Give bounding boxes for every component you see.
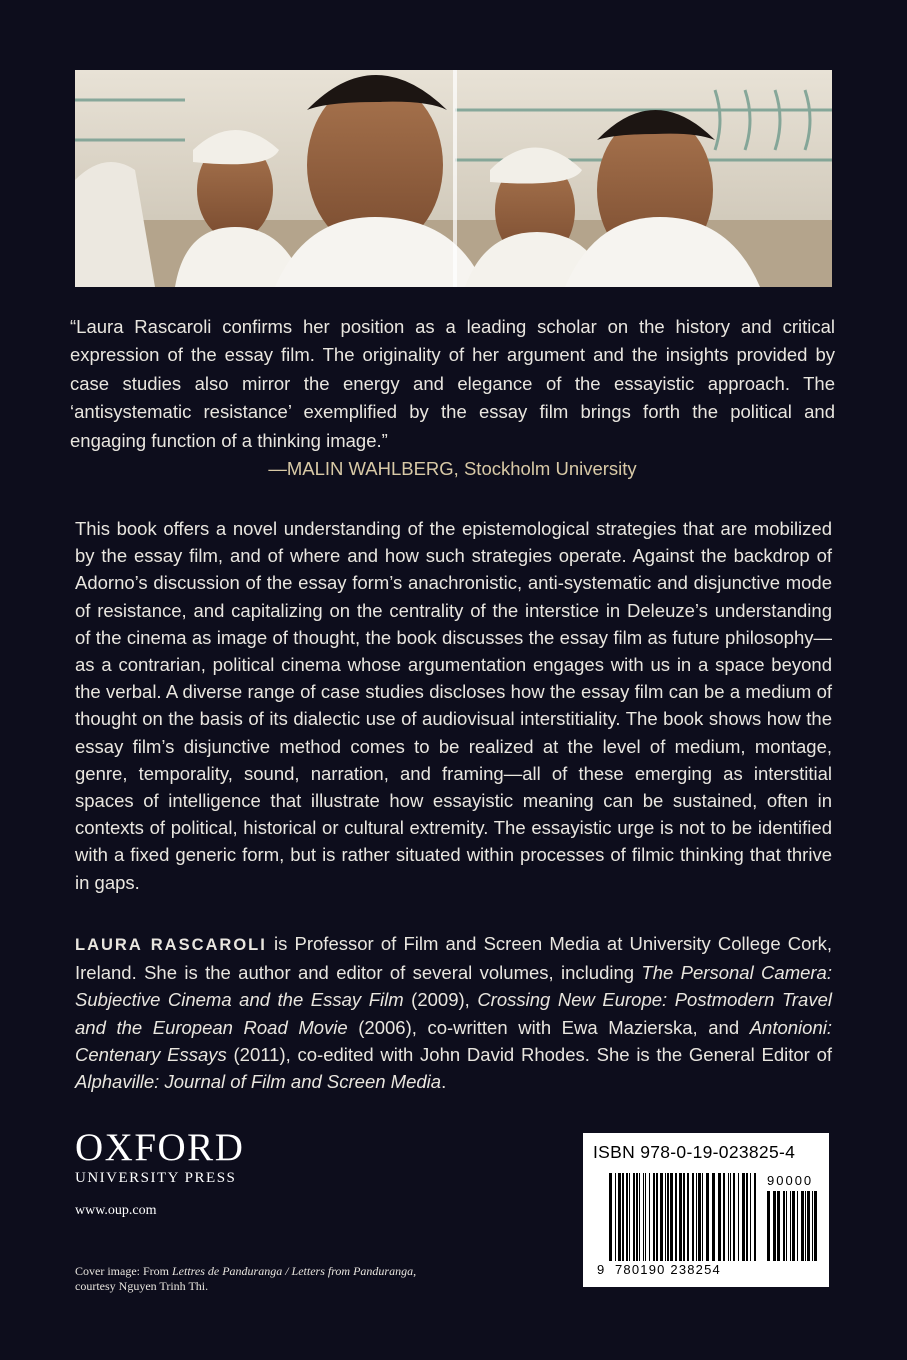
ean-first-digit: 9	[597, 1262, 605, 1277]
barcode-bar	[814, 1191, 817, 1261]
author-name: LAURA RASCAROLI	[75, 936, 267, 954]
barcode-bar	[773, 1191, 776, 1261]
barcode-bar	[687, 1173, 689, 1261]
barcode-bar	[633, 1173, 635, 1261]
barcode-bar	[754, 1173, 756, 1261]
publisher-url[interactable]: www.oup.com	[75, 1203, 157, 1218]
credit-title: Lettres de Panduranga / Letters from Panduranga	[171, 1264, 414, 1278]
bio-text-2: (2009),	[403, 989, 478, 1011]
bio-book-3: Antonioni: Centenary Essays	[75, 1016, 832, 1065]
barcode-bar	[692, 1173, 694, 1261]
barcode-bar	[718, 1173, 721, 1261]
barcode-bar	[777, 1191, 780, 1261]
barcode-bar	[665, 1173, 666, 1261]
barcode-bar	[706, 1173, 709, 1261]
barcode-bar	[698, 1173, 701, 1261]
barcode-bar	[615, 1173, 616, 1261]
publisher-brand: OXFORD	[75, 1126, 245, 1169]
barcode-bar	[670, 1173, 673, 1261]
addon-digits: 90000	[767, 1173, 814, 1188]
publisher-press: UNIVERSITY PRESS	[75, 1170, 237, 1186]
ean-digits: 780190 238254	[615, 1262, 721, 1277]
isbn-number: ISBN 978-0-19-023825-4	[593, 1142, 796, 1162]
photo-of-two-men-film-still	[75, 70, 832, 287]
barcode-bar	[643, 1173, 644, 1261]
barcode-bar	[767, 1191, 770, 1261]
bio-book-1: The Personal Camera: Subjective Cinema and the Essay Film	[75, 962, 832, 1011]
barcode-bar	[675, 1173, 677, 1261]
book-description: This book offers a novel understanding of the epistemological strategies that are mobilized by the essay film, and of where and how such strategies operate. Against the backdrop of Adorno’s discussion of the essay form’s anachronistic, anti-systematic and disjunctive mode of resistance, and capitalizing on the centrality of the interstice in Deleuze’s understanding of the cinema as image of thought, the book discusses the essay film as future philosophy—as a contrarian, political cinema whose argumentation engages with us in a space beyond the verbal. A diverse range of case studies discloses how the essay film can be a medium of thought on the basis of its dialectic use of audiovisual interstitiality. The book shows how the essay film’s disjunctive method comes to be realized at the level of medium, montage, genre, temporality, sound, narration, and framing—all of these emerging as interstitial spaces of intelligence that illustrate how essayistic meaning can be sustained, often in contexts of political, historical or cultural extremity. The essayistic urge is not to be identified with a fixed generic form, but is rather situated within processes of filmic thinking that thrive in gaps.	[75, 518, 832, 893]
barcode-bar	[609, 1173, 612, 1261]
barcode-bar	[629, 1173, 630, 1261]
bio-text-4: (2011), co-edited with John David Rhodes. She is the General Editor of	[226, 1043, 833, 1065]
barcode-bar	[656, 1173, 658, 1261]
barcode-bar	[730, 1173, 731, 1261]
barcode-bar	[626, 1173, 628, 1261]
barcode-bar	[797, 1191, 798, 1261]
barcode-bar	[636, 1173, 638, 1261]
bio-text-1: is Professor of Film and Screen Media at University College Cork, Ireland. She is the author and editor of several volumes, including	[75, 933, 832, 984]
publisher-logo	[75, 1128, 295, 1187]
barcode-bar	[812, 1191, 813, 1261]
barcode-bar	[667, 1173, 669, 1261]
cover-image-credit	[75, 1264, 495, 1294]
barcode-bar	[702, 1173, 703, 1261]
barcode-bar	[712, 1173, 715, 1261]
barcode-bar	[639, 1173, 640, 1261]
barcode-bar	[649, 1173, 650, 1261]
barcode-bar	[653, 1173, 655, 1261]
barcode-bar	[728, 1173, 729, 1261]
bio-book-2: Crossing New Europe: Postmodern Travel and the European Road Movie	[75, 989, 832, 1038]
barcode-bar	[738, 1173, 739, 1261]
barcode-bar	[679, 1173, 682, 1261]
author-bio	[75, 930, 832, 1095]
credit-suffix: ,	[413, 1264, 417, 1278]
barcode-bar	[618, 1173, 621, 1261]
barcode-bar	[660, 1173, 663, 1261]
barcode-bar	[801, 1191, 804, 1261]
barcode-bar	[746, 1173, 748, 1261]
bio-text-3: (2006), co-written with Ewa Mazierska, and	[347, 1016, 750, 1038]
barcode-bar	[696, 1173, 697, 1261]
barcode-bar	[733, 1173, 735, 1261]
barcode-bar	[723, 1173, 725, 1261]
barcode-bar	[683, 1173, 685, 1261]
barcode-bar	[786, 1191, 787, 1261]
barcode-bar	[790, 1191, 791, 1261]
isbn-barcode	[583, 1133, 829, 1287]
barcode-bar	[792, 1191, 795, 1261]
attribution-name: —MALIN WAHLBERG,	[268, 458, 459, 479]
barcode-bar	[742, 1173, 745, 1261]
barcode-bar	[805, 1191, 806, 1261]
barcode-bar	[645, 1173, 646, 1261]
barcode-bar	[807, 1191, 810, 1261]
praise-attribution	[70, 458, 835, 480]
attribution-affiliation: Stockholm University	[463, 458, 637, 479]
credit-prefix: Cover image: From	[75, 1264, 172, 1278]
praise-quote: “Laura Rascaroli confirms her position as a leading scholar on the history and critical expression of the essay film. The originality of her argument and the insights provided by case studies also mirror the energy and elegance of the essayistic approach. The ‘antisystematic resistance’ exemplified by the essay film brings forth the political and engaging function of a thinking image.”	[70, 316, 835, 451]
barcode-bar	[783, 1191, 785, 1261]
credit-line-2: courtesy Nguyen Trinh Thi.	[75, 1279, 209, 1293]
bio-journal: Alphaville: Journal of Film and Screen Media	[75, 1071, 442, 1093]
bio-text-5: .	[441, 1071, 447, 1093]
barcode-bar	[622, 1173, 624, 1261]
cover-photo	[75, 70, 832, 287]
barcode-bar	[750, 1173, 751, 1261]
